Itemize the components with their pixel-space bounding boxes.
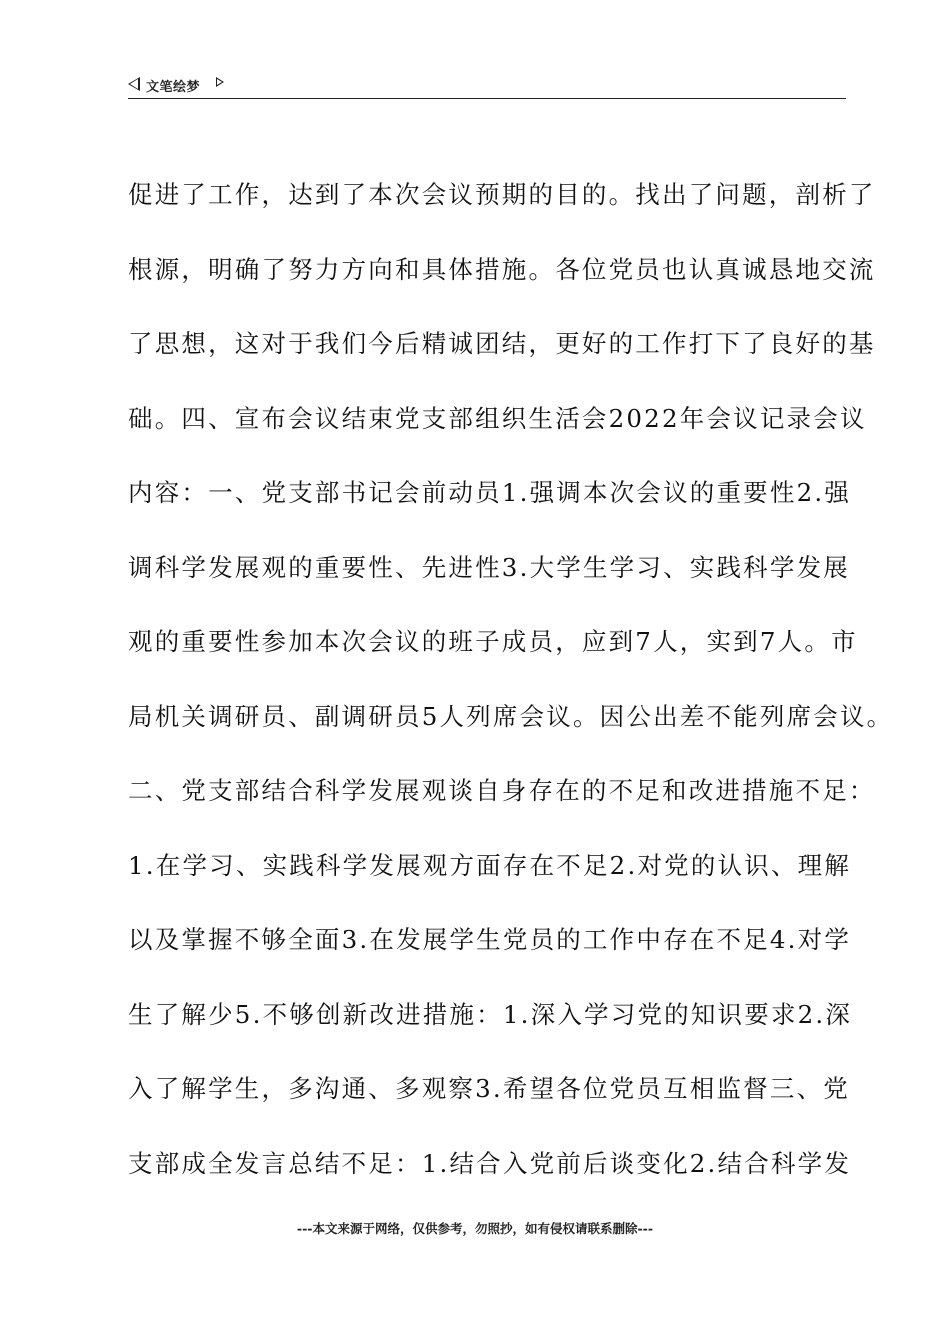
text-line: 观的重要性参加本次会议的班子成员，应到7人，实到7人。市 bbox=[128, 627, 858, 656]
text-line: 调科学发展观的重要性、先进性3.大学生学习、实践科学发展 bbox=[128, 552, 850, 582]
text-line: 局机关调研员、副调研员5人列席会议。因公出差不能列席会议。 bbox=[128, 701, 894, 731]
text-line: 础。四、宣布会议结束党支部组织生活会2022年会议记录会议 bbox=[128, 403, 867, 433]
text-line: 以及掌握不够全面3.在发展学生党员的工作中存在不足4.对学 bbox=[128, 925, 852, 954]
text-line: 根源，明确了努力方向和具体措施。各位党员也认真诚恳地交流 bbox=[128, 254, 876, 284]
document-body bbox=[128, 172, 894, 1215]
text-line: 内容：一、党支部书记会前动员1.强调本次会议的重要性2.强 bbox=[128, 478, 852, 507]
page-header bbox=[128, 74, 846, 99]
text-line: 1.在学习、实践科学发展观方面存在不足2.对党的认识、理解 bbox=[128, 850, 852, 880]
text-line: 入了解学生，多沟通、多观察3.希望各位党员互相监督三、党 bbox=[128, 1074, 850, 1103]
text-line: 二、党支部结合科学发展观谈自身存在的不足和改进措施不足： bbox=[128, 776, 876, 805]
page-footer-disclaimer: ---本文来源于网络，仅供参考，勿照抄，如有侵权请联系删除--- bbox=[296, 1221, 654, 1236]
triangle-left-icon bbox=[128, 77, 140, 91]
triangle-right-icon bbox=[216, 77, 224, 87]
text-line: 促进了工作，达到了本次会议预期的目的。找出了问题，剖析了 bbox=[128, 180, 876, 209]
header-brand: 文笔绘梦 bbox=[146, 80, 201, 95]
text-line: 生了解少5.不够创新改进措施：1.深入学习党的知识要求2.深 bbox=[128, 999, 853, 1029]
text-line: 支部成全发言总结不足：1.结合入党前后谈变化2.结合科学发 bbox=[128, 1148, 852, 1178]
text-line: 了思想，这对于我们今后精诚团结，更好的工作打下了良好的基 bbox=[128, 329, 876, 358]
